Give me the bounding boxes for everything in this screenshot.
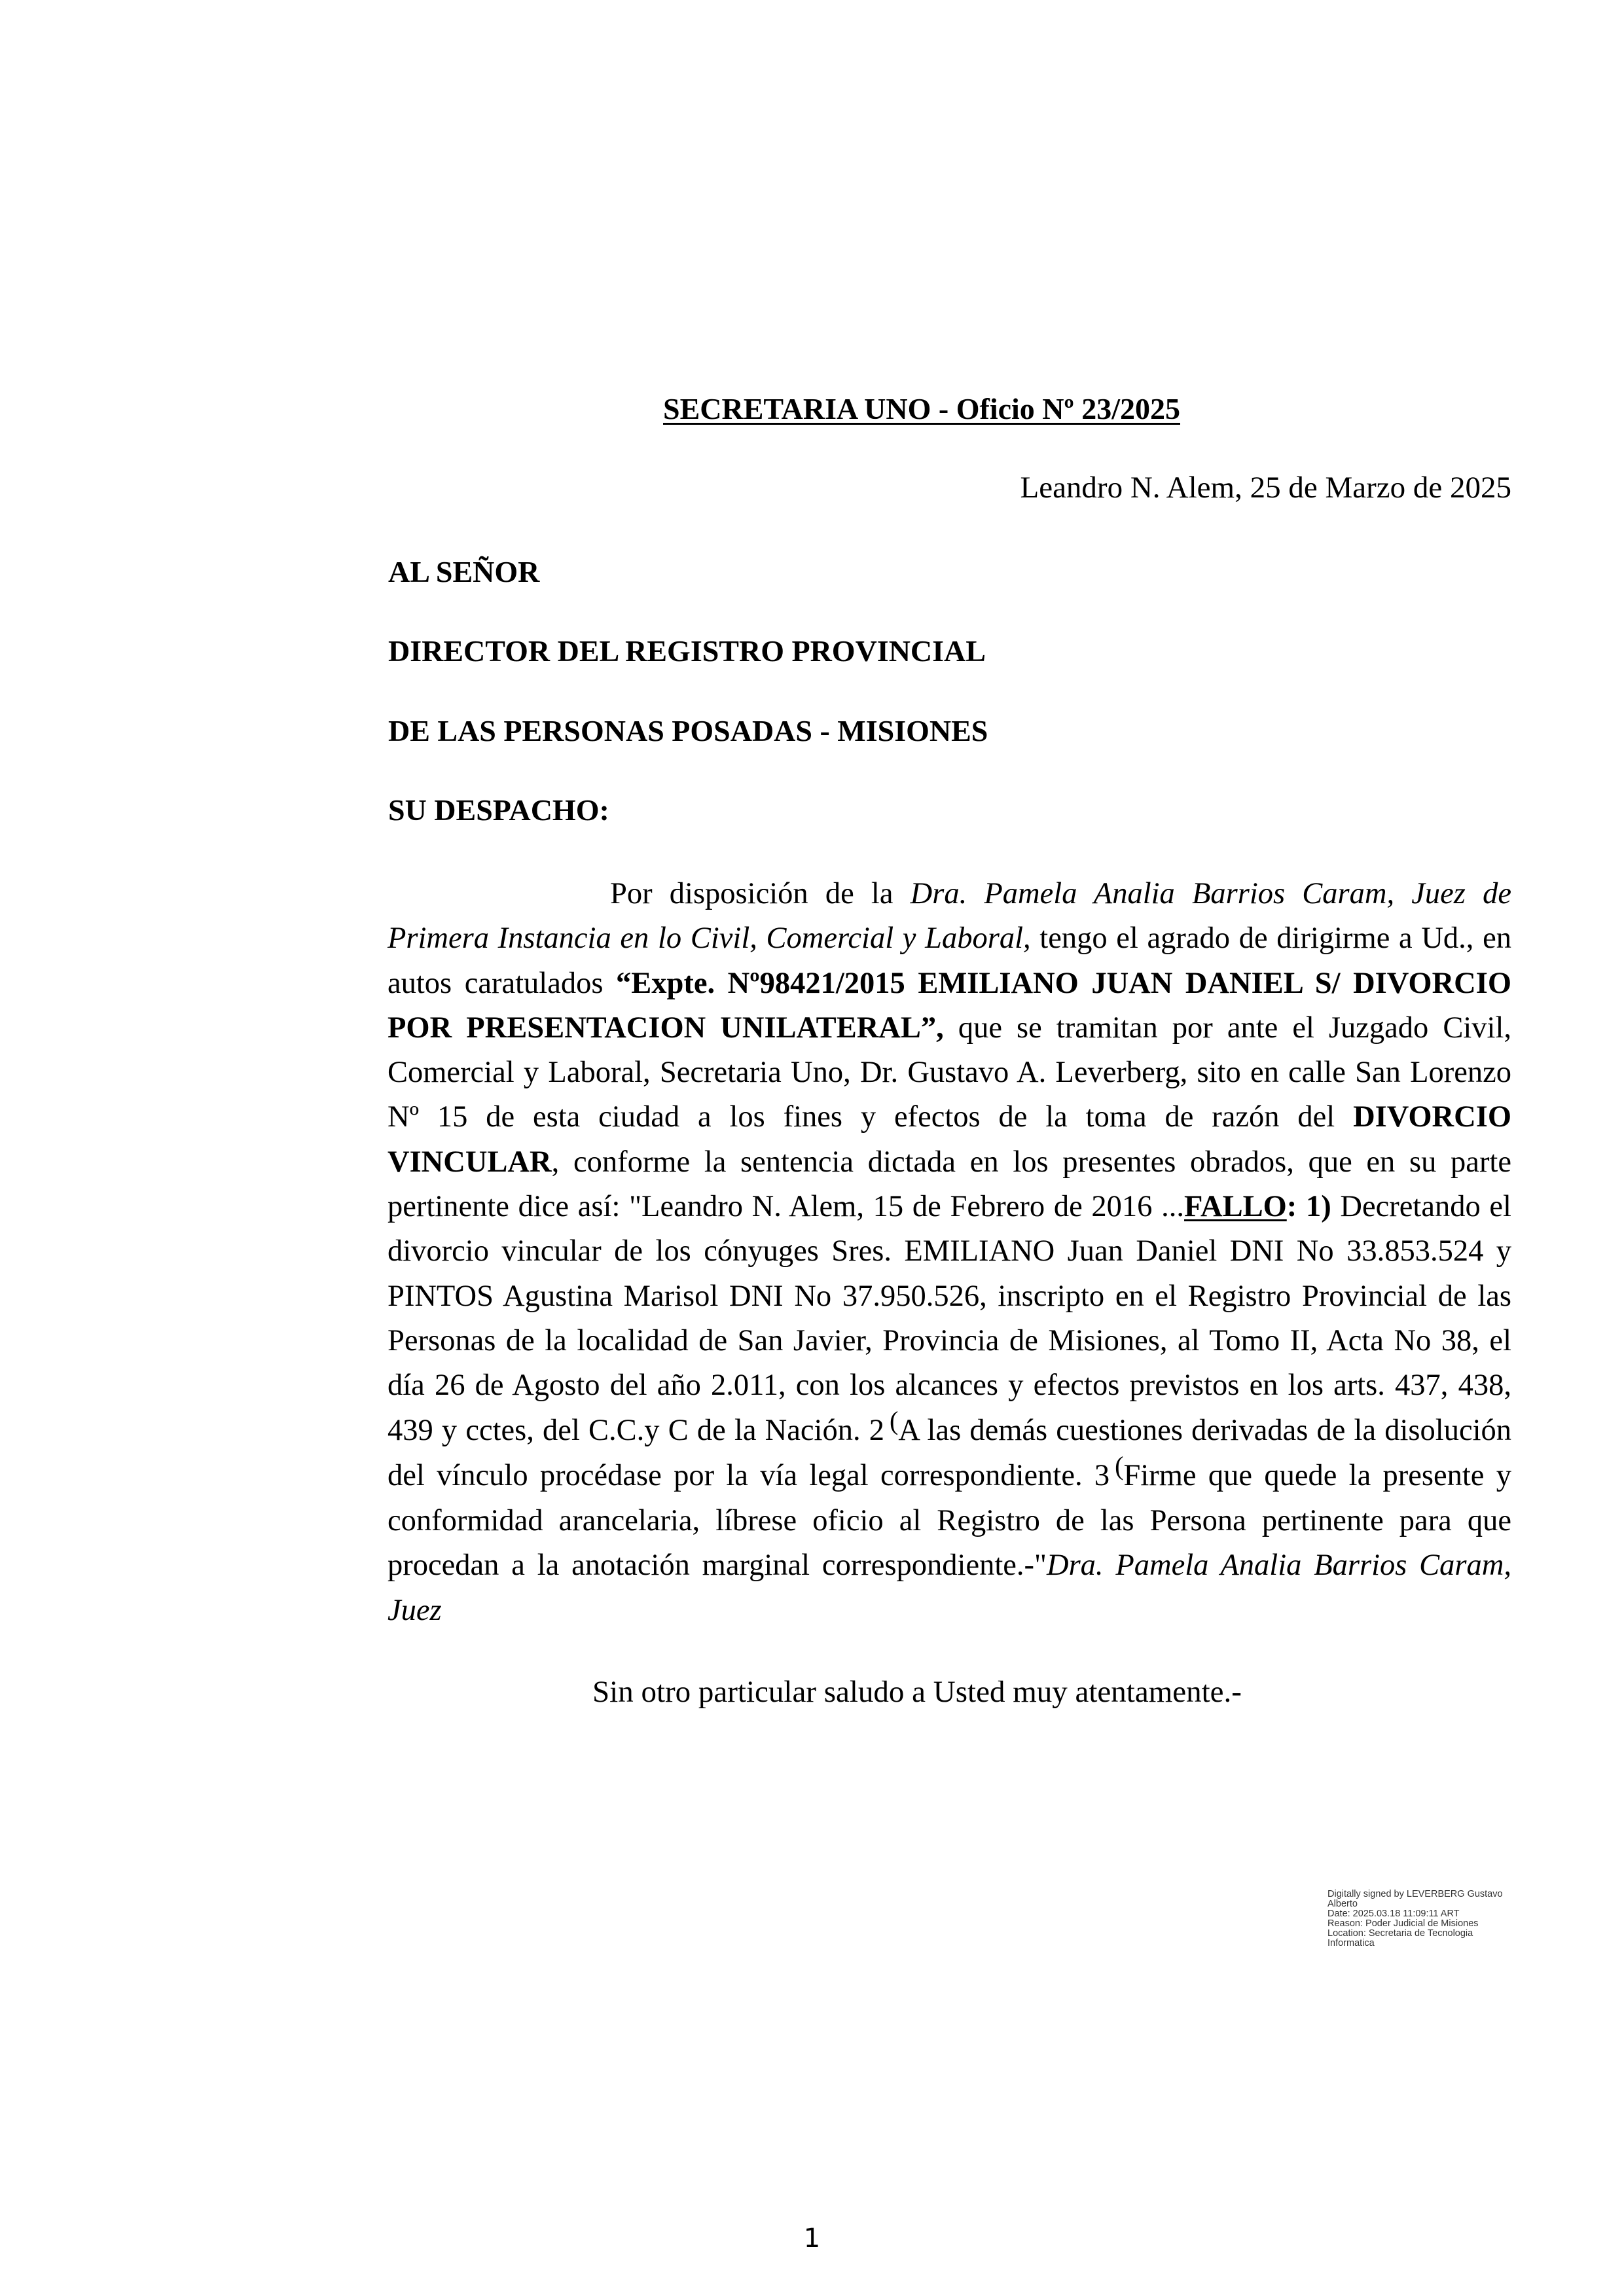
signature-line: Location: Secretaria de Tecnologia [1327, 1928, 1473, 1939]
date-line: Leandro N. Alem, 25 de Marzo de 2025 [1020, 471, 1511, 505]
signature-line: Informatica [1327, 1938, 1375, 1948]
body-text-segment: tengo el agrado de dirigirme a Ud., en autos caratulados [388, 922, 1511, 1000]
body-text-segment: Por disposición de la [610, 877, 911, 910]
addressee-line-2: DIRECTOR DEL REGISTRO PROVINCIAL [388, 634, 986, 668]
signature-line: Reason: Poder Judicial de Misiones [1327, 1918, 1479, 1929]
document-heading: SECRETARIA UNO - Oficio Nº 23/2025 [663, 392, 1180, 425]
ruling-number: : 1) [1286, 1190, 1331, 1224]
addressee-line-3: DE LAS PERSONAS POSADAS - MISIONES [388, 714, 988, 747]
body-text-segment: que se tramitan por ante el Juzgado Civil, Comercial y Laboral, Secretaria Uno, Dr. Gustavo A. Leverberg, sito en calle San Lorenzo Nº 15 de esta ciudad a los fines y efectos de la toma de razón del [388, 1011, 1512, 1134]
page-number: 1 [803, 2223, 821, 2253]
body-text-segment: , conforme la sentencia dictada en los presentes obrados, que en su parte pertinente dice así: "Leandro N. Alem, 15 de Febrero de 2016 ... [388, 1145, 1511, 1224]
addressee-line-1: AL SEÑOR [388, 555, 540, 588]
body-paragraph [388, 872, 1511, 1633]
digital-signature-block [1327, 1890, 1537, 1948]
addressee-line-4: SU DESPACHO: [388, 793, 609, 827]
signature-line: Alberto [1327, 1899, 1358, 1909]
ruling-label: FALLO [1184, 1190, 1287, 1224]
divorce-bold: DIVORCIO VINCULAR [388, 1100, 1511, 1179]
parenthesis-mark: ( [890, 1405, 899, 1435]
parenthesis-mark: ( [1115, 1450, 1124, 1480]
signature-line: Date: 2025.03.18 11:09:11 ART [1327, 1909, 1460, 1919]
body-text-segment: A las demás cuestiones derivadas de la disolución del vínculo procédase por la vía legal correspondiente. 3 [388, 1413, 1511, 1492]
judge-name-italic: Dra. Pamela Analia Barrios Caram, Juez de Primera Instancia en lo Civil, Comercial y Laboral, [388, 877, 1511, 956]
body-text-segment: Decretando el divorcio vincular de los cónyuges Sres. EMILIANO Juan Daniel DNI No 33.853.524 y PINTOS Agustina Marisol DNI No 37.950.526, inscripto en el Registro Provincial de las Personas de la localidad de San Javier, Provincia de Misiones, al Tomo II, Acta No 38, el día 26 de Agosto del año 2.011, con los alcances y efectos previstos en los arts. 437, 438, 439 y cctes, del C.C.y C de la Nación. 2 [388, 1190, 1511, 1447]
body-text-segment: Firme que quede la presente y conformidad arancelaria, líbrese oficio al Registro de las Persona pertinente para que procedan a la anotación marginal correspondiente.-" [388, 1458, 1511, 1583]
closing-line: Sin otro particular saludo a Usted muy atentamente.- [592, 1675, 1242, 1709]
judge-signature-italic: Dra. Pamela Analia Barrios Caram, Juez [388, 1549, 1511, 1627]
signature-line: Digitally signed by LEVERBERG Gustavo [1327, 1889, 1503, 1899]
case-title-bold: “Expte. Nº98421/2015 EMILIANO JUAN DANIEL S/ DIVORCIO POR PRESENTACION UNILATERAL”, [388, 966, 1511, 1045]
